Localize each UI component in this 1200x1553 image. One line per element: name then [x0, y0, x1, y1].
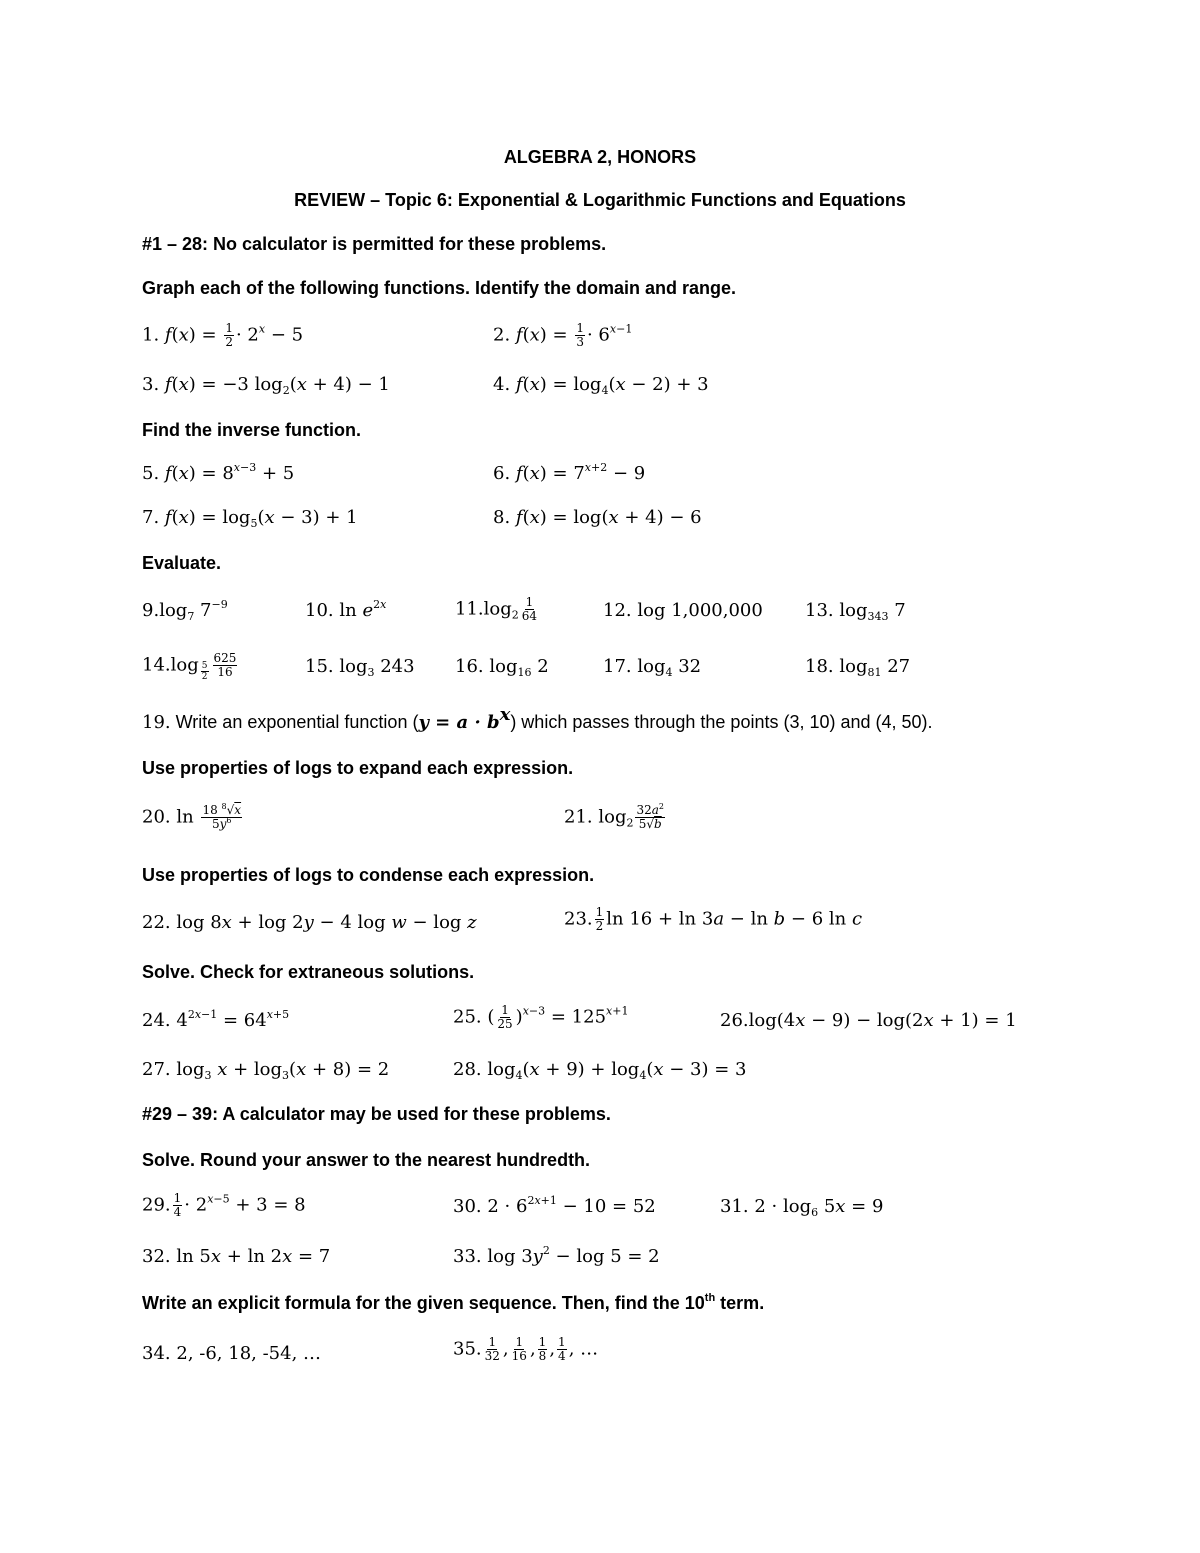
problem-number: 7.: [142, 507, 160, 528]
problem-number: 12.: [603, 600, 632, 621]
problem-4: 4. $f(x) = \log_4(x - 2) + 3$: [493, 374, 709, 397]
problem-number: 21.: [564, 806, 593, 828]
problem-20: 20. ln $\frac{18 ^8√x}{5y^6}$: [142, 802, 242, 831]
problem-number: 3.: [142, 374, 160, 395]
problem-19: [142, 704, 933, 733]
problem-number: 22.: [142, 912, 171, 933]
problem-number: 26.: [720, 1010, 749, 1031]
sequence-instruction-end: term.: [715, 1293, 765, 1313]
problem-number: 33.: [453, 1246, 482, 1267]
problem-1: 1. f(x) = $\frac{1}{2}$ · $2^x - 5$: [142, 321, 304, 349]
problem-19-text-end: ) which passes through the points (3, 10) and (4, 50).: [510, 712, 933, 732]
problem-32: 32. ln 5x + ln 2x = 7: [142, 1246, 331, 1267]
problem-number: 2.: [493, 324, 511, 346]
sequence-instruction: [142, 1293, 764, 1314]
problem-number: 14.: [142, 654, 171, 676]
problem-25: 25. ( $\frac{1}{25}$ )$^{x-3} = 125^{x+1}$: [453, 1003, 629, 1031]
problem-34-sequence: 2, -6, 18, -54, …: [176, 1343, 322, 1364]
problem-17: 17. $\log_4 32$: [603, 656, 702, 679]
problem-number: 13.: [805, 600, 834, 621]
problem-number: 16.: [455, 656, 484, 677]
sequence-instruction-text: Write an explicit formula for the given sequence. Then, find the 10: [142, 1293, 705, 1313]
problem-number: 1.: [142, 324, 160, 346]
problem-34: [142, 1343, 321, 1364]
problem-9: $9.\log_7$ $7^{-9}$: [142, 598, 228, 623]
problem-31: 31. $2 \cdot \log_6 5x = 9$: [720, 1196, 884, 1219]
problem-23: 23. $\frac{1}{2}$ ln 16 + ln 3a − ln b − 6 ln c: [564, 905, 863, 933]
problem-16: 16. $\log_{16} 2$: [455, 656, 549, 679]
problem-number: 5.: [142, 463, 160, 484]
problem-number: 15.: [305, 656, 334, 677]
no-calculator-note: #1 – 28: No calculator is permitted for these problems.: [142, 234, 607, 254]
problem-number: 32.: [142, 1246, 171, 1267]
problem-number: 34.: [142, 1343, 171, 1364]
problem-number: 19.: [142, 712, 171, 733]
problem-12-expression: log 1,000,000: [637, 600, 763, 621]
problem-number: 30.: [453, 1196, 482, 1217]
problem-number: 11.: [455, 598, 484, 620]
problem-number: 24.: [142, 1010, 171, 1031]
review-title: REVIEW – Topic 6: Exponential & Logarithmic Functions and Equations: [294, 190, 906, 210]
problem-number: 35.: [453, 1338, 482, 1360]
problem-10: 10. $\ln e^{2x}$: [305, 598, 387, 621]
calculator-note: #29 – 39: A calculator may be used for these problems.: [142, 1104, 611, 1124]
course-title: ALGEBRA 2, HONORS: [503, 147, 697, 167]
inverse-instruction: Find the inverse function.: [142, 420, 362, 440]
sequence-instruction-sup: th: [704, 1292, 716, 1304]
problem-35: 35. $\frac{1}{32}$ , $\frac{1}{16}$ , $\frac{1}{8}$ , $\frac{1}{4}$ , …: [453, 1335, 599, 1363]
problem-number: 23.: [564, 908, 593, 930]
graph-instruction: Graph each of the following functions. Identify the domain and range.: [142, 278, 737, 298]
problem-15: 15. $\log_3 243$: [305, 656, 415, 679]
problem-18: 18. $\log_{81} 27$: [805, 656, 911, 679]
problem-19-text-start: Write an exponential function (: [170, 712, 419, 732]
problem-number: 18.: [805, 656, 834, 677]
problem-13: 13. $\log_{343} 7$: [805, 600, 906, 623]
problem-11: $11.\log_2$ $\frac{1}{64}$: [455, 595, 538, 623]
round-instruction: Solve. Round your answer to the nearest hundredth.: [142, 1150, 591, 1170]
problem-33: 33. $\log 3y^2 - \log 5 = 2$: [453, 1244, 660, 1267]
expand-instruction: Use properties of logs to expand each expression.: [142, 758, 574, 778]
problem-28: 28. $\log_4(x + 9) + \log_4(x - 3) = 3$: [453, 1059, 747, 1082]
problem-number: 10.: [305, 600, 334, 621]
problem-24: 24. $4^{2x-1} = 64^{x+5}$: [142, 1008, 290, 1031]
problem-19-exponent: x: [499, 704, 511, 725]
problem-26: 26.log(4x − 9) − log(2x + 1) = 1: [720, 1010, 1017, 1031]
problem-14: 14.log $_{\frac{5}{2}}$ $\frac{625}{16}$: [142, 651, 237, 682]
problem-6: 6. $f(x) = 7^{x+2} - 9$: [493, 461, 646, 484]
problem-27: 27. $\log_3 x + \log_3(x + 8) = 2$: [142, 1059, 390, 1082]
problem-number: 8.: [493, 507, 511, 528]
problem-number: 29.: [142, 1194, 171, 1216]
problem-19-equation: y = a · b: [418, 712, 500, 733]
problem-number: 9.: [142, 600, 160, 621]
problem-5: 5. $f(x) = 8^{x-3} + 5$: [142, 461, 295, 484]
problem-number: 20.: [142, 806, 171, 828]
problem-8: 8. f(x) = log(x + 4) − 6: [493, 507, 702, 528]
problem-number: 31.: [720, 1196, 749, 1217]
problem-number: 6.: [493, 463, 511, 484]
problem-29: 29. $\frac{1}{4}$ · $2^{x-5} + 3 = 8$: [142, 1191, 306, 1219]
problem-7: 7. $f(x) = \log_5(x - 3) + 1$: [142, 507, 358, 530]
problem-21: 21. $\log_2$ $\frac{32a^2}{5√b}$: [564, 802, 665, 831]
problem-30: 30. $2 \cdot 6^{2x+1} - 10 = 52$: [453, 1194, 656, 1217]
problem-number: 28.: [453, 1059, 482, 1080]
condense-instruction: Use properties of logs to condense each expression.: [142, 865, 595, 885]
solve-instruction: Solve. Check for extraneous solutions.: [142, 962, 475, 982]
problem-3: 3. f(x) = −3 $\log_2(x + 4) - 1$: [142, 374, 390, 397]
problem-12: [603, 600, 763, 621]
problem-number: 4.: [493, 374, 511, 395]
problem-number: 17.: [603, 656, 632, 677]
problem-number: 27.: [142, 1059, 171, 1080]
problem-number: 25.: [453, 1006, 482, 1028]
problem-2: 2. f(x) = $\frac{1}{3}$ · $6^{x-1}$: [493, 321, 633, 349]
evaluate-instruction: Evaluate.: [142, 553, 222, 573]
problem-22: 22. log 8x + log 2y − 4 log w − log z: [142, 912, 477, 933]
